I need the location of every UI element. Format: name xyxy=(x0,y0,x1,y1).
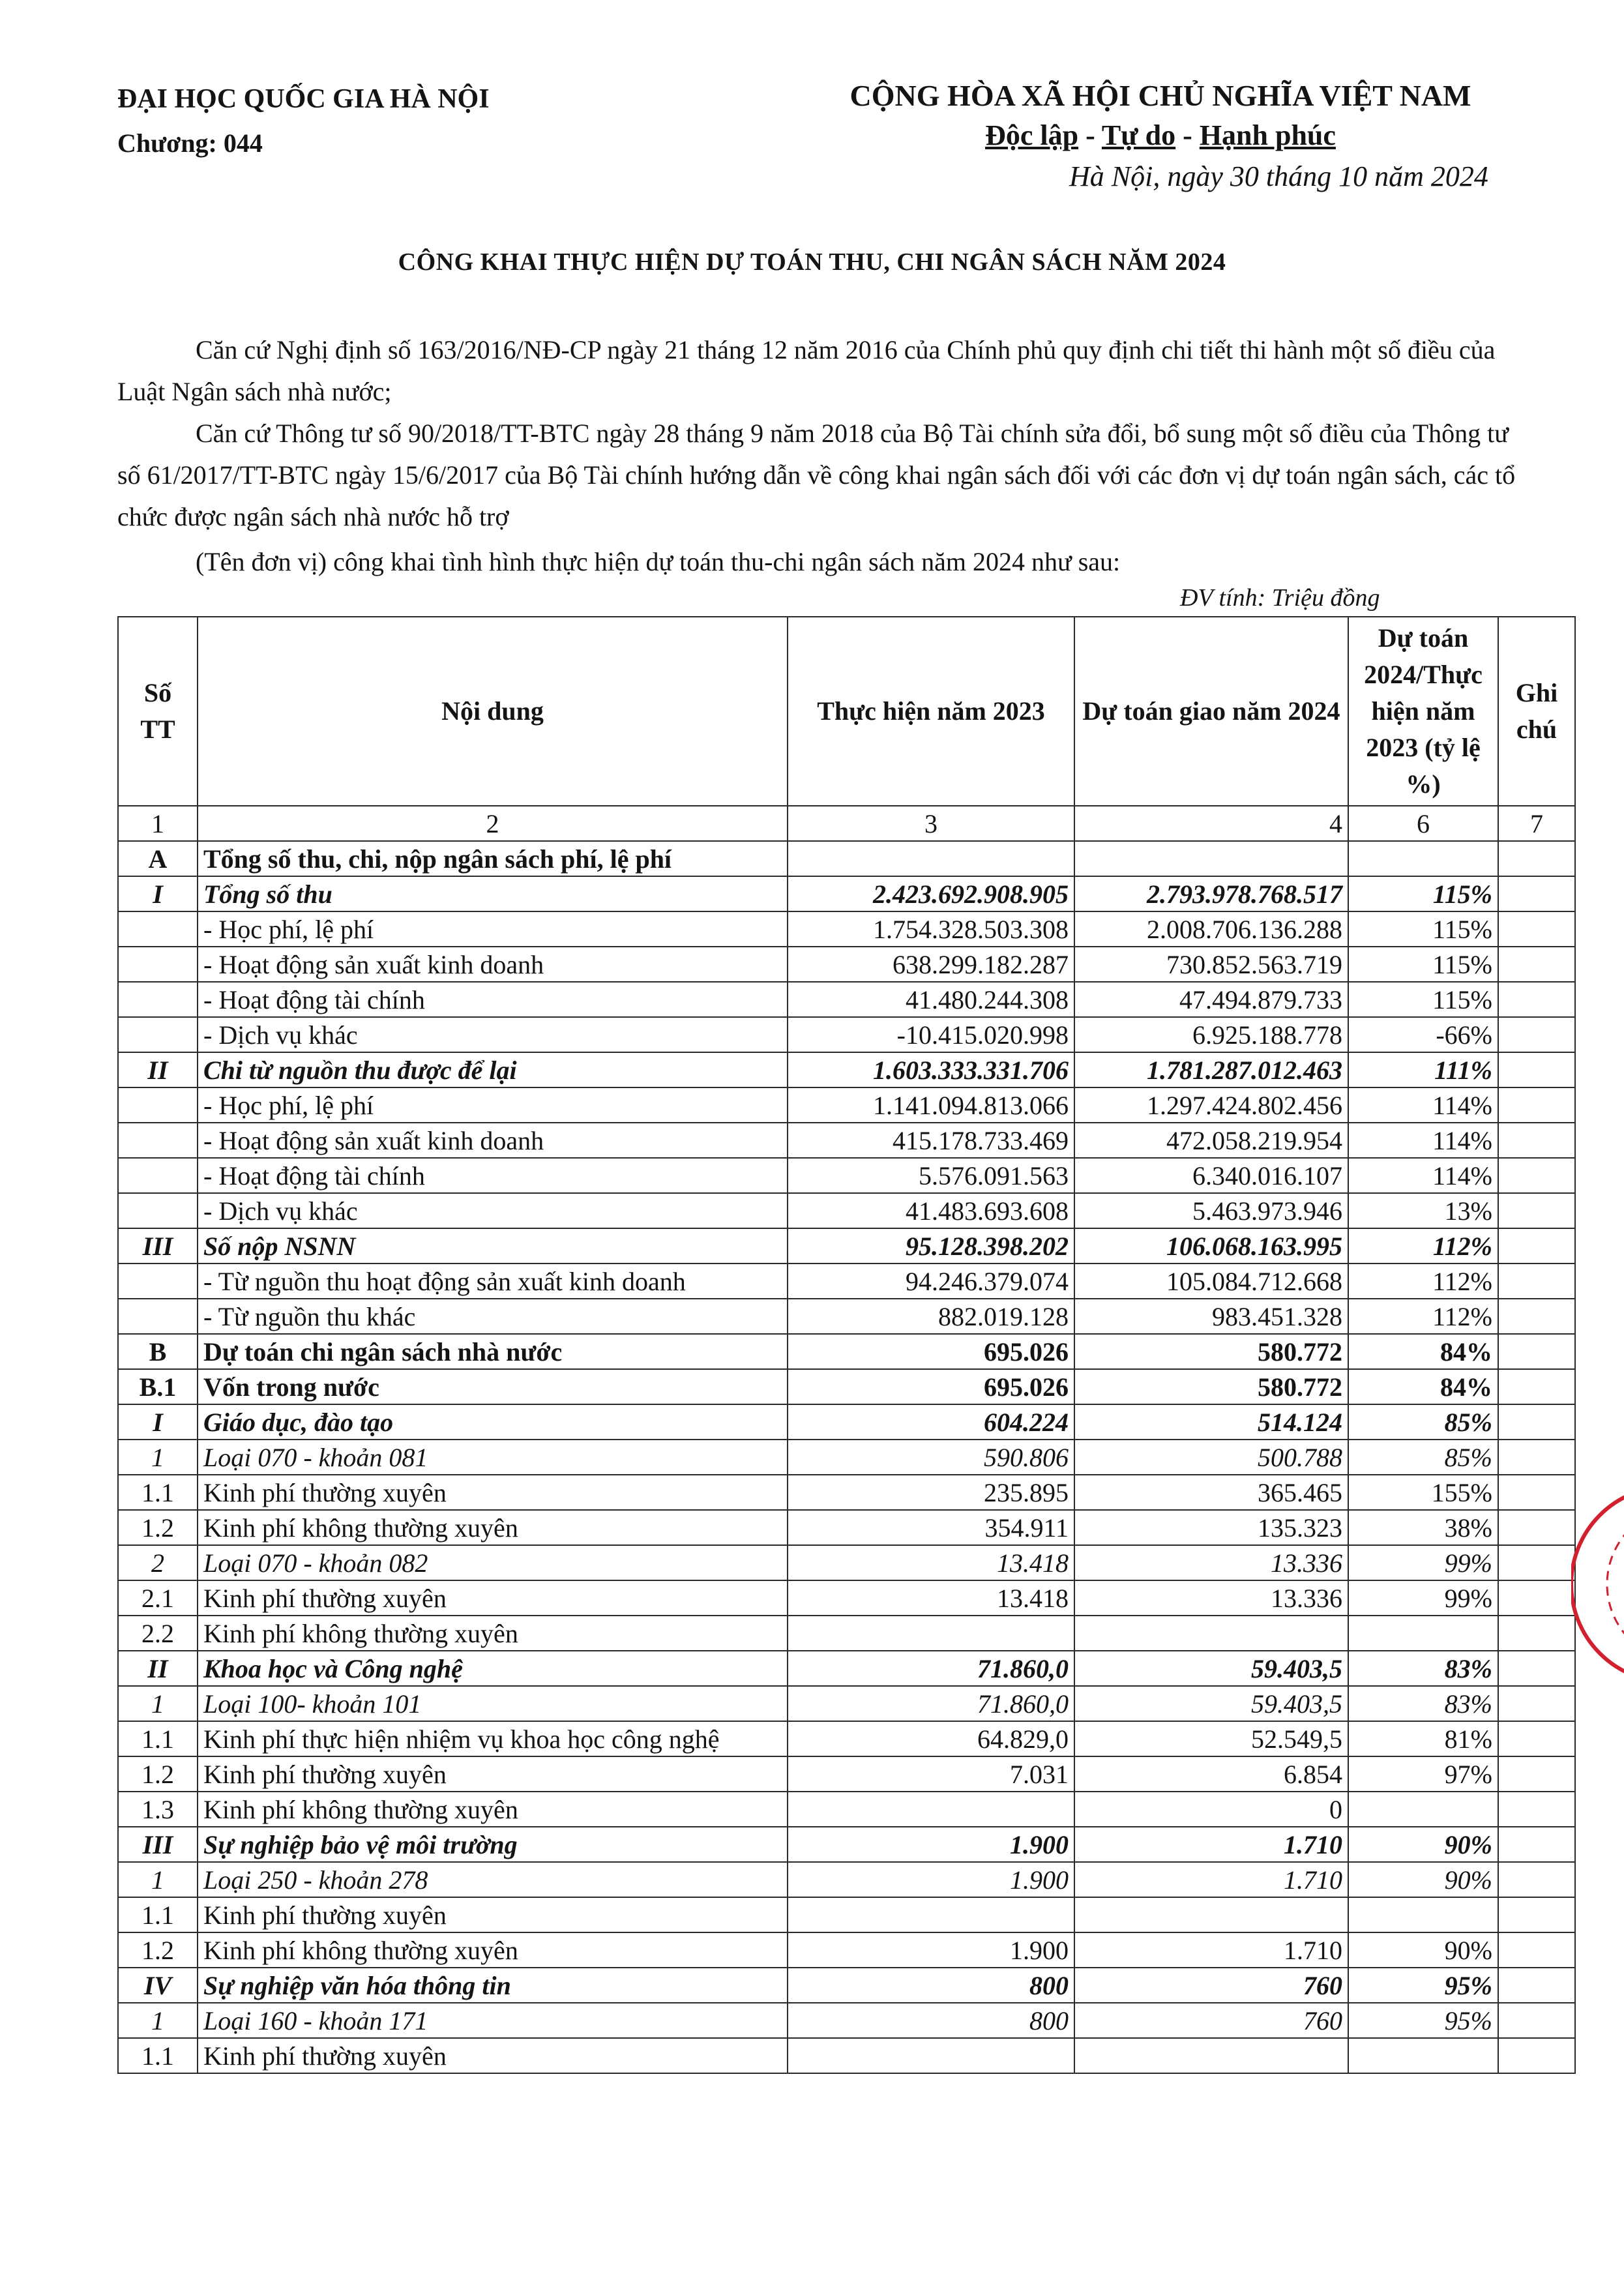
row-ratio: 95% xyxy=(1348,1968,1498,2003)
row-content: Tổng số thu, chi, nộp ngân sách phí, lệ phí xyxy=(198,841,788,876)
motto-part-2: Tự do xyxy=(1101,119,1176,151)
row-estimate-2024: 1.710 xyxy=(1074,1827,1348,1862)
row-note xyxy=(1498,1792,1575,1827)
row-estimate-2024: 1.297.424.802.456 xyxy=(1074,1087,1348,1123)
row-content: Kinh phí thường xuyên xyxy=(198,1580,788,1616)
row-estimate-2024: 580.772 xyxy=(1074,1369,1348,1404)
row-note xyxy=(1498,1264,1575,1299)
unit-note: ĐV tính: Triệu đồng xyxy=(1180,584,1380,612)
row-ratio: 114% xyxy=(1348,1087,1498,1123)
col-number: 7 xyxy=(1498,806,1575,841)
table-row xyxy=(118,1968,1575,2003)
row-note xyxy=(1498,1721,1575,1756)
table-row xyxy=(118,1475,1575,1510)
row-content: Tổng số thu xyxy=(198,876,788,911)
row-stt xyxy=(118,1193,198,1228)
row-actual-2023: 235.895 xyxy=(788,1475,1074,1510)
row-actual-2023: 1.900 xyxy=(788,1827,1074,1862)
row-note xyxy=(1498,1651,1575,1686)
row-actual-2023: 800 xyxy=(788,1968,1074,2003)
row-content: Kinh phí không thường xuyên xyxy=(198,1510,788,1545)
row-estimate-2024: 730.852.563.719 xyxy=(1074,947,1348,982)
row-stt xyxy=(118,911,198,947)
row-estimate-2024: 760 xyxy=(1074,1968,1348,2003)
row-actual-2023: 415.178.733.469 xyxy=(788,1123,1074,1158)
row-content: Kinh phí thường xuyên xyxy=(198,1756,788,1792)
row-ratio: 99% xyxy=(1348,1545,1498,1580)
row-ratio: -66% xyxy=(1348,1017,1498,1052)
row-actual-2023 xyxy=(788,1897,1074,1932)
table-row xyxy=(118,1440,1575,1475)
row-stt: 1 xyxy=(118,1686,198,1721)
row-note xyxy=(1498,1193,1575,1228)
row-content: - Hoạt động tài chính xyxy=(198,982,788,1017)
row-stt: 1.1 xyxy=(118,2038,198,2073)
row-content: - Hoạt động sản xuất kinh doanh xyxy=(198,947,788,982)
row-estimate-2024: 135.323 xyxy=(1074,1510,1348,1545)
row-actual-2023 xyxy=(788,1616,1074,1651)
motto-part-3: Hạnh phúc xyxy=(1199,119,1336,151)
row-ratio xyxy=(1348,1897,1498,1932)
date-line: Hà Nội, ngày 30 tháng 10 năm 2024 xyxy=(1069,160,1488,192)
row-stt: I xyxy=(118,1404,198,1440)
row-note xyxy=(1498,1475,1575,1510)
table-row xyxy=(118,1334,1575,1369)
row-content: Sự nghiệp văn hóa thông tin xyxy=(198,1968,788,2003)
row-stt: 1.2 xyxy=(118,1932,198,1968)
row-content: Loại 250 - khoản 278 xyxy=(198,1862,788,1897)
row-estimate-2024: 514.124 xyxy=(1074,1404,1348,1440)
col-number: 2 xyxy=(198,806,788,841)
table-row xyxy=(118,1087,1575,1123)
row-estimate-2024 xyxy=(1074,1897,1348,1932)
row-content: Loại 070 - khoản 082 xyxy=(198,1545,788,1580)
row-note xyxy=(1498,1862,1575,1897)
table-row xyxy=(118,876,1575,911)
row-content: - Từ nguồn thu khác xyxy=(198,1299,788,1334)
row-estimate-2024: 2.008.706.136.288 xyxy=(1074,911,1348,947)
row-actual-2023: 2.423.692.908.905 xyxy=(788,876,1074,911)
row-actual-2023: 7.031 xyxy=(788,1756,1074,1792)
row-content: Kinh phí không thường xuyên xyxy=(198,1932,788,1968)
header-stt: Số TT xyxy=(118,617,198,806)
row-ratio: 90% xyxy=(1348,1827,1498,1862)
row-content: - Học phí, lệ phí xyxy=(198,1087,788,1123)
row-note xyxy=(1498,1968,1575,2003)
row-ratio: 115% xyxy=(1348,947,1498,982)
row-stt: B.1 xyxy=(118,1369,198,1404)
motto xyxy=(776,119,1545,152)
row-ratio: 81% xyxy=(1348,1721,1498,1756)
table-row xyxy=(118,1545,1575,1580)
row-note xyxy=(1498,2038,1575,2073)
row-note xyxy=(1498,1087,1575,1123)
header-estimate-2024: Dự toán giao năm 2024 xyxy=(1074,617,1348,806)
row-ratio: 115% xyxy=(1348,982,1498,1017)
row-ratio: 90% xyxy=(1348,1862,1498,1897)
row-content: Kinh phí thường xuyên xyxy=(198,2038,788,2073)
row-actual-2023: 800 xyxy=(788,2003,1074,2038)
row-note xyxy=(1498,1404,1575,1440)
row-note xyxy=(1498,1334,1575,1369)
row-content: - Từ nguồn thu hoạt động sản xuất kinh doanh xyxy=(198,1264,788,1299)
row-estimate-2024: 59.403,5 xyxy=(1074,1686,1348,1721)
row-ratio: 95% xyxy=(1348,2003,1498,2038)
table-row xyxy=(118,1510,1575,1545)
row-content: Vốn trong nước xyxy=(198,1369,788,1404)
row-note xyxy=(1498,1580,1575,1616)
table-row xyxy=(118,1616,1575,1651)
row-content: - Học phí, lệ phí xyxy=(198,911,788,947)
row-ratio: 90% xyxy=(1348,1932,1498,1968)
row-estimate-2024: 0 xyxy=(1074,1792,1348,1827)
row-note xyxy=(1498,1756,1575,1792)
table-row xyxy=(118,1193,1575,1228)
row-note xyxy=(1498,876,1575,911)
row-content: Dự toán chi ngân sách nhà nước xyxy=(198,1334,788,1369)
table-row xyxy=(118,947,1575,982)
table-row xyxy=(118,1017,1575,1052)
row-content: Số nộp NSNN xyxy=(198,1228,788,1264)
table-row xyxy=(118,2003,1575,2038)
row-stt: 1 xyxy=(118,1862,198,1897)
row-estimate-2024: 1.710 xyxy=(1074,1862,1348,1897)
row-ratio: 114% xyxy=(1348,1158,1498,1193)
row-stt: III xyxy=(118,1228,198,1264)
table-row xyxy=(118,1580,1575,1616)
header-content: Nội dung xyxy=(198,617,788,806)
col-number: 6 xyxy=(1348,806,1498,841)
row-actual-2023: 695.026 xyxy=(788,1369,1074,1404)
row-stt: 2.1 xyxy=(118,1580,198,1616)
row-estimate-2024: 580.772 xyxy=(1074,1334,1348,1369)
col-number: 1 xyxy=(118,806,198,841)
header-ratio: Dự toán 2024/Thực hiện năm 2023 (tỷ lệ %) xyxy=(1348,617,1498,806)
row-actual-2023: 41.480.244.308 xyxy=(788,982,1074,1017)
row-estimate-2024: 6.925.188.778 xyxy=(1074,1017,1348,1052)
row-stt: 1.1 xyxy=(118,1897,198,1932)
row-note xyxy=(1498,911,1575,947)
row-note xyxy=(1498,1510,1575,1545)
table-row xyxy=(118,1228,1575,1264)
row-actual-2023: 64.829,0 xyxy=(788,1721,1074,1756)
table-row xyxy=(118,1686,1575,1721)
table-row xyxy=(118,911,1575,947)
row-content: Chi từ nguồn thu được để lại xyxy=(198,1052,788,1087)
row-actual-2023: 354.911 xyxy=(788,1510,1074,1545)
row-actual-2023: 638.299.182.287 xyxy=(788,947,1074,982)
row-stt: 2.2 xyxy=(118,1616,198,1651)
row-ratio xyxy=(1348,2038,1498,2073)
row-ratio: 84% xyxy=(1348,1369,1498,1404)
row-estimate-2024 xyxy=(1074,841,1348,876)
table-row xyxy=(118,982,1575,1017)
row-ratio: 115% xyxy=(1348,876,1498,911)
row-note xyxy=(1498,1299,1575,1334)
row-content: Loại 070 - khoản 081 xyxy=(198,1440,788,1475)
row-estimate-2024: 47.494.879.733 xyxy=(1074,982,1348,1017)
row-ratio: 84% xyxy=(1348,1334,1498,1369)
row-ratio: 155% xyxy=(1348,1475,1498,1510)
row-content: - Dịch vụ khác xyxy=(198,1017,788,1052)
row-estimate-2024: 983.451.328 xyxy=(1074,1299,1348,1334)
row-content: Kinh phí thực hiện nhiệm vụ khoa học công nghệ xyxy=(198,1721,788,1756)
row-note xyxy=(1498,982,1575,1017)
table-row xyxy=(118,1299,1575,1334)
row-content: - Hoạt động sản xuất kinh doanh xyxy=(198,1123,788,1158)
row-estimate-2024: 13.336 xyxy=(1074,1545,1348,1580)
row-estimate-2024: 760 xyxy=(1074,2003,1348,2038)
row-stt xyxy=(118,1158,198,1193)
official-seal-fragment xyxy=(1571,1480,1624,1689)
table-row xyxy=(118,841,1575,876)
row-estimate-2024 xyxy=(1074,1616,1348,1651)
col-number: 3 xyxy=(788,806,1074,841)
row-actual-2023: 590.806 xyxy=(788,1440,1074,1475)
row-note xyxy=(1498,947,1575,982)
row-estimate-2024: 106.068.163.995 xyxy=(1074,1228,1348,1264)
row-estimate-2024: 6.340.016.107 xyxy=(1074,1158,1348,1193)
row-content: Giáo dục, đào tạo xyxy=(198,1404,788,1440)
row-stt: 1.2 xyxy=(118,1510,198,1545)
row-content: Sự nghiệp bảo vệ môi trường xyxy=(198,1827,788,1862)
row-actual-2023: 95.128.398.202 xyxy=(788,1228,1074,1264)
row-ratio: 85% xyxy=(1348,1404,1498,1440)
paragraph-legal-basis-1: Căn cứ Nghị định số 163/2016/NĐ-CP ngày 21 tháng 12 năm 2016 của Chính phủ quy định chi tiết thi hành một số điều của Luật Ngân sách nhà nước; xyxy=(117,335,1496,406)
row-note xyxy=(1498,1545,1575,1580)
row-actual-2023: 41.483.693.608 xyxy=(788,1193,1074,1228)
row-stt xyxy=(118,1299,198,1334)
document-title: CÔNG KHAI THỰC HIỆN DỰ TOÁN THU, CHI NGÂN SÁCH NĂM 2024 xyxy=(398,248,1226,276)
col-number: 4 xyxy=(1074,806,1348,841)
row-estimate-2024: 365.465 xyxy=(1074,1475,1348,1510)
row-stt: 1.3 xyxy=(118,1792,198,1827)
row-content: - Hoạt động tài chính xyxy=(198,1158,788,1193)
row-actual-2023 xyxy=(788,841,1074,876)
row-stt: 1 xyxy=(118,2003,198,2038)
paragraph-legal-basis-2: Căn cứ Thông tư số 90/2018/TT-BTC ngày 28 tháng 9 năm 2018 của Bộ Tài chính sửa đổi, bổ sung một số điều của Thông tư số 61/2017/TT-BTC ngày 15/6/2017 của Bộ Tài chính hướng dẫn về công khai ngân sách đối với các đơn vị dự toán ngân sách, các tổ chức được ngân sách nhà nước hỗ trợ xyxy=(117,419,1516,531)
row-note xyxy=(1498,1616,1575,1651)
row-content: Kinh phí thường xuyên xyxy=(198,1897,788,1932)
row-ratio: 111% xyxy=(1348,1052,1498,1087)
row-estimate-2024: 1.710 xyxy=(1074,1932,1348,1968)
table-row xyxy=(118,1052,1575,1087)
row-stt: 1 xyxy=(118,1440,198,1475)
table-row xyxy=(118,1897,1575,1932)
row-note xyxy=(1498,1686,1575,1721)
chapter-code: Chương: 044 xyxy=(117,128,263,158)
row-ratio: 13% xyxy=(1348,1193,1498,1228)
table-row xyxy=(118,1651,1575,1686)
row-ratio xyxy=(1348,841,1498,876)
row-estimate-2024: 13.336 xyxy=(1074,1580,1348,1616)
header-note: Ghi chú xyxy=(1498,617,1575,806)
row-stt xyxy=(118,1123,198,1158)
row-content: Kinh phí không thường xuyên xyxy=(198,1616,788,1651)
row-actual-2023: 1.603.333.331.706 xyxy=(788,1052,1074,1087)
motto-part-1: Độc lập xyxy=(985,119,1079,151)
row-ratio: 97% xyxy=(1348,1756,1498,1792)
row-stt: A xyxy=(118,841,198,876)
column-number-row xyxy=(118,806,1575,841)
row-note xyxy=(1498,2003,1575,2038)
row-ratio xyxy=(1348,1616,1498,1651)
row-estimate-2024: 5.463.973.946 xyxy=(1074,1193,1348,1228)
row-estimate-2024: 500.788 xyxy=(1074,1440,1348,1475)
table-row xyxy=(118,1827,1575,1862)
row-note xyxy=(1498,1017,1575,1052)
row-stt: 1.2 xyxy=(118,1756,198,1792)
row-note xyxy=(1498,1228,1575,1264)
nation-title: CỘNG HÒA XÃ HỘI CHỦ NGHĨA VIỆT NAM xyxy=(849,79,1471,112)
motto-sep-1: - xyxy=(1078,119,1102,151)
row-actual-2023: 1.754.328.503.308 xyxy=(788,911,1074,947)
row-ratio: 83% xyxy=(1348,1651,1498,1686)
row-estimate-2024: 6.854 xyxy=(1074,1756,1348,1792)
table-row xyxy=(118,1792,1575,1827)
row-note xyxy=(1498,1123,1575,1158)
row-content: Kinh phí không thường xuyên xyxy=(198,1792,788,1827)
table-row xyxy=(118,1932,1575,1968)
row-stt xyxy=(118,1087,198,1123)
row-content: Loại 100- khoản 101 xyxy=(198,1686,788,1721)
row-estimate-2024 xyxy=(1074,2038,1348,2073)
row-stt xyxy=(118,1264,198,1299)
row-stt: I xyxy=(118,876,198,911)
row-content: Kinh phí thường xuyên xyxy=(198,1475,788,1510)
row-actual-2023: 13.418 xyxy=(788,1545,1074,1580)
row-ratio xyxy=(1348,1792,1498,1827)
paragraph-intro: (Tên đơn vị) công khai tình hình thực hiện dự toán thu-chi ngân sách năm 2024 như sau: xyxy=(196,547,1121,576)
row-actual-2023: 604.224 xyxy=(788,1404,1074,1440)
row-actual-2023: 1.141.094.813.066 xyxy=(788,1087,1074,1123)
row-stt: B xyxy=(118,1334,198,1369)
row-ratio: 112% xyxy=(1348,1264,1498,1299)
row-ratio: 114% xyxy=(1348,1123,1498,1158)
row-actual-2023: 94.246.379.074 xyxy=(788,1264,1074,1299)
row-actual-2023 xyxy=(788,2038,1074,2073)
row-stt xyxy=(118,947,198,982)
row-stt: III xyxy=(118,1827,198,1862)
org-name: ĐẠI HỌC QUỐC GIA HÀ NỘI xyxy=(117,84,490,114)
table-row xyxy=(118,1756,1575,1792)
row-actual-2023: 1.900 xyxy=(788,1932,1074,1968)
row-content: - Dịch vụ khác xyxy=(198,1193,788,1228)
table-row xyxy=(118,1158,1575,1193)
row-estimate-2024: 2.793.978.768.517 xyxy=(1074,876,1348,911)
row-ratio: 112% xyxy=(1348,1299,1498,1334)
row-note xyxy=(1498,1052,1575,1087)
table-header-row xyxy=(118,617,1575,806)
row-estimate-2024: 52.549,5 xyxy=(1074,1721,1348,1756)
row-actual-2023: 5.576.091.563 xyxy=(788,1158,1074,1193)
budget-table xyxy=(117,616,1576,2074)
row-actual-2023: 695.026 xyxy=(788,1334,1074,1369)
table-row xyxy=(118,1862,1575,1897)
row-actual-2023: 71.860,0 xyxy=(788,1686,1074,1721)
row-ratio: 99% xyxy=(1348,1580,1498,1616)
row-actual-2023: 1.900 xyxy=(788,1862,1074,1897)
row-estimate-2024: 105.084.712.668 xyxy=(1074,1264,1348,1299)
row-ratio: 112% xyxy=(1348,1228,1498,1264)
row-stt: 2 xyxy=(118,1545,198,1580)
header-actual-2023: Thực hiện năm 2023 xyxy=(788,617,1074,806)
row-estimate-2024: 472.058.219.954 xyxy=(1074,1123,1348,1158)
row-content: Khoa học và Công nghệ xyxy=(198,1651,788,1686)
row-stt: IV xyxy=(118,1968,198,2003)
row-note xyxy=(1498,841,1575,876)
row-ratio: 83% xyxy=(1348,1686,1498,1721)
motto-sep-2: - xyxy=(1175,119,1200,151)
table-row xyxy=(118,1123,1575,1158)
row-stt: 1.1 xyxy=(118,1475,198,1510)
row-note xyxy=(1498,1440,1575,1475)
row-ratio: 115% xyxy=(1348,911,1498,947)
row-actual-2023: 882.019.128 xyxy=(788,1299,1074,1334)
row-stt: 1.1 xyxy=(118,1721,198,1756)
row-note xyxy=(1498,1827,1575,1862)
table-row xyxy=(118,1264,1575,1299)
row-ratio: 85% xyxy=(1348,1440,1498,1475)
row-content: Loại 160 - khoản 171 xyxy=(198,2003,788,2038)
row-stt xyxy=(118,982,198,1017)
table-row xyxy=(118,2038,1575,2073)
row-note xyxy=(1498,1932,1575,1968)
row-stt: II xyxy=(118,1052,198,1087)
row-estimate-2024: 1.781.287.012.463 xyxy=(1074,1052,1348,1087)
row-estimate-2024: 59.403,5 xyxy=(1074,1651,1348,1686)
row-actual-2023 xyxy=(788,1792,1074,1827)
row-actual-2023: 71.860,0 xyxy=(788,1651,1074,1686)
row-note xyxy=(1498,1158,1575,1193)
row-actual-2023: -10.415.020.998 xyxy=(788,1017,1074,1052)
row-actual-2023: 13.418 xyxy=(788,1580,1074,1616)
row-ratio: 38% xyxy=(1348,1510,1498,1545)
row-note xyxy=(1498,1897,1575,1932)
row-stt: II xyxy=(118,1651,198,1686)
row-stt xyxy=(118,1017,198,1052)
table-row xyxy=(118,1404,1575,1440)
row-note xyxy=(1498,1369,1575,1404)
table-row xyxy=(118,1721,1575,1756)
table-row xyxy=(118,1369,1575,1404)
